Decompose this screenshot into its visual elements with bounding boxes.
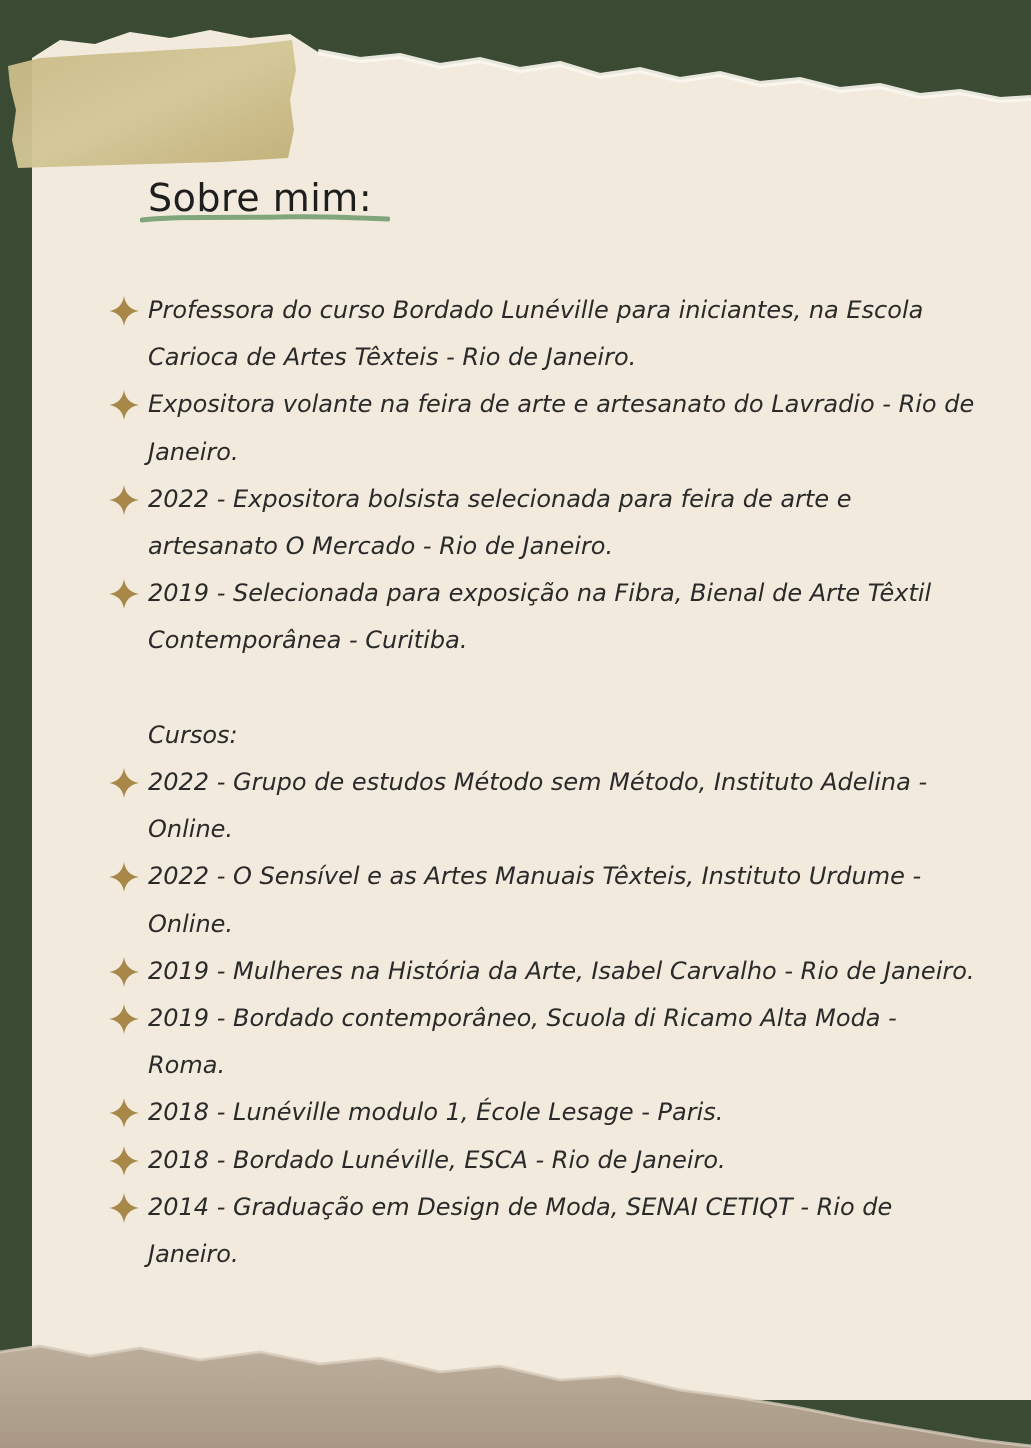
course-item-text: 2018 - Bordado Lunéville, ESCA - Rio de Janeiro. [148,1145,726,1174]
about-item [148,381,978,475]
four-point-star-icon [108,767,140,799]
content-list [148,287,978,1278]
course-item-text: 2014 - Graduação em Design de Moda, SENAI CETIQT - Rio de Janeiro. [148,1192,893,1269]
course-item [148,1089,978,1136]
about-item [148,570,978,664]
page-heading: Sobre mim: [148,176,373,220]
about-item-text: Professora do curso Bordado Lunéville para iniciantes, na Escola Carioca de Artes Têxteis - Rio de Janeiro. [148,296,924,372]
course-item [148,948,978,995]
about-item [148,287,978,381]
four-point-star-icon [108,1145,140,1177]
course-item-text: 2022 - O Sensível e as Artes Manuais Têxteis, Instituto Urdume - Online. [148,862,922,938]
course-item [148,995,978,1089]
course-item-text: 2019 - Bordado contemporâneo, Scuola di Ricamo Alta Moda - Roma. [148,1004,897,1080]
about-item-text: Expositora volante na feira de arte e artesanato do Lavradio - Rio de Janeiro. [148,390,975,466]
course-item [148,1137,978,1184]
four-point-star-icon [108,861,140,893]
four-point-star-icon [108,1097,140,1129]
four-point-star-icon [108,295,140,327]
about-item [148,476,978,570]
about-item-text: 2019 - Selecionada para exposição na Fibra, Bienal de Arte Têxtil Contemporânea - Curitiba. [148,579,932,655]
course-item [148,1184,978,1278]
four-point-star-icon [108,484,140,516]
course-item [148,759,978,853]
four-point-star-icon [108,578,140,610]
about-item-text: 2022 - Expositora bolsista selecionada para feira de arte e artesanato O Mercado - Rio de Janeiro. [148,484,852,561]
course-item-text: 2019 - Mulheres na História da Arte, Isabel Carvalho - Rio de Janeiro. [148,956,975,985]
course-item [148,853,978,947]
course-item-text: 2018 - Lunéville modulo 1, École Lesage - Paris. [148,1098,724,1127]
courses-label: Cursos: [148,720,238,749]
four-point-star-icon [108,389,140,421]
four-point-star-icon [108,1003,140,1035]
four-point-star-icon [108,1192,140,1224]
course-item-text: 2022 - Grupo de estudos Método sem Método, Instituto Adelina - Online. [148,768,928,844]
section-spacer [148,665,978,712]
masking-tape [8,40,296,168]
four-point-star-icon [108,956,140,988]
heading-underline-brushstroke [140,212,390,226]
